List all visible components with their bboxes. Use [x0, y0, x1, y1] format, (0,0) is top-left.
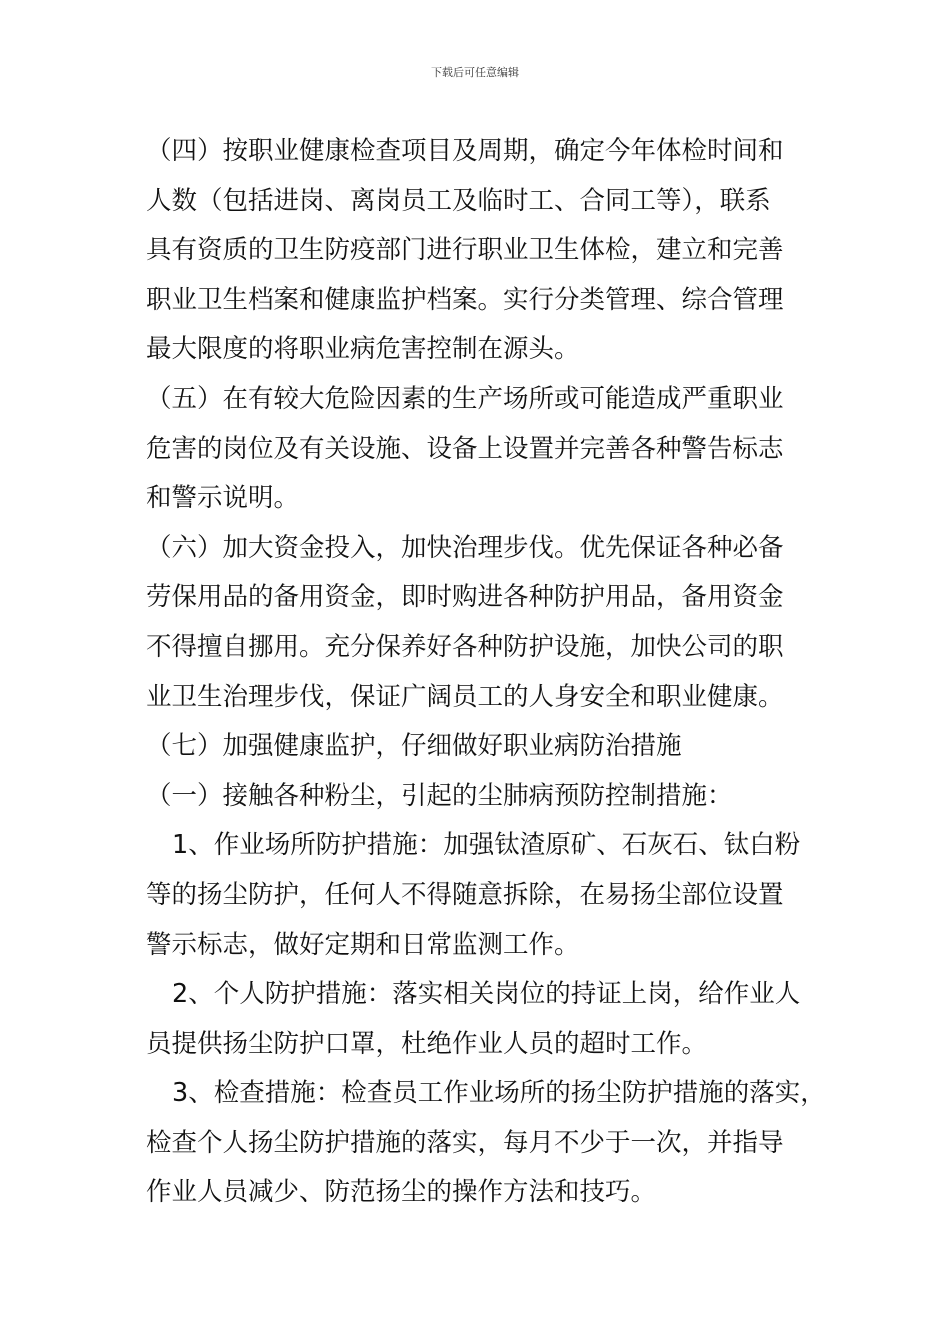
- text-line: 检查个人扬尘防护措施的落实，每月不少于一次，并指导: [146, 1127, 784, 1158]
- text-line: 等的扬尘防护，任何人不得随意拆除，在易扬尘部位设置: [146, 879, 784, 910]
- text-line: 人数（包括进岗、离岗员工及临时工、合同工等），联系: [146, 185, 771, 216]
- text-line: （四）按职业健康检查项目及周期，确定今年体检时间和: [146, 136, 784, 166]
- text-line: 最大限度的将职业病危害控制在源头。: [146, 334, 580, 365]
- text-line: （六）加大资金投入，加快治理步伐。优先保证各种必备: [146, 532, 784, 563]
- text-line: 作业人员减少、防范扬尘的操作方法和技巧。: [146, 1177, 657, 1208]
- text-line: 员提供扬尘防护口罩，杜绝作业人员的超时工作。: [146, 1028, 708, 1059]
- text-line: 3、检查措施：检查员工作业场所的扬尘防护措施的落实，: [172, 1078, 826, 1109]
- text-line: （五）在有较大危险因素的生产场所或可能造成严重职业: [146, 383, 784, 414]
- text-line: 和警示说明。: [146, 483, 300, 514]
- text-line: 危害的岗位及有关设施、设备上设置并完善各种警告标志: [146, 433, 784, 464]
- text-line: （一）接触各种粉尘，引起的尘肺病预防控制措施：: [146, 780, 733, 811]
- text-line: 1、作业场所防护措施：加强钛渣原矿、石灰石、钛白粉: [172, 830, 801, 861]
- page-header-watermark: 下载后可任意编辑: [431, 66, 519, 79]
- text-line: 不得擅自挪用。充分保养好各种防护设施，加快公司的职: [146, 631, 784, 662]
- text-line: （七）加强健康监护，仔细做好职业病防治措施: [146, 731, 682, 762]
- document-body: [146, 127, 826, 1218]
- text-line: 业卫生治理步伐，保证广阔员工的人身安全和职业健康。: [146, 681, 784, 712]
- text-line: 2、个人防护措施：落实相关岗位的持证上岗，给作业人: [172, 979, 801, 1010]
- text-line: 职业卫生档案和健康监护档案。实行分类管理、综合管理: [146, 284, 784, 315]
- text-line: 警示标志，做好定期和日常监测工作。: [146, 929, 580, 960]
- text-line: 劳保用品的备用资金，即时购进各种防护用品，备用资金: [146, 582, 784, 613]
- text-line: 具有资质的卫生防疫部门进行职业卫生体检，建立和完善: [146, 235, 784, 266]
